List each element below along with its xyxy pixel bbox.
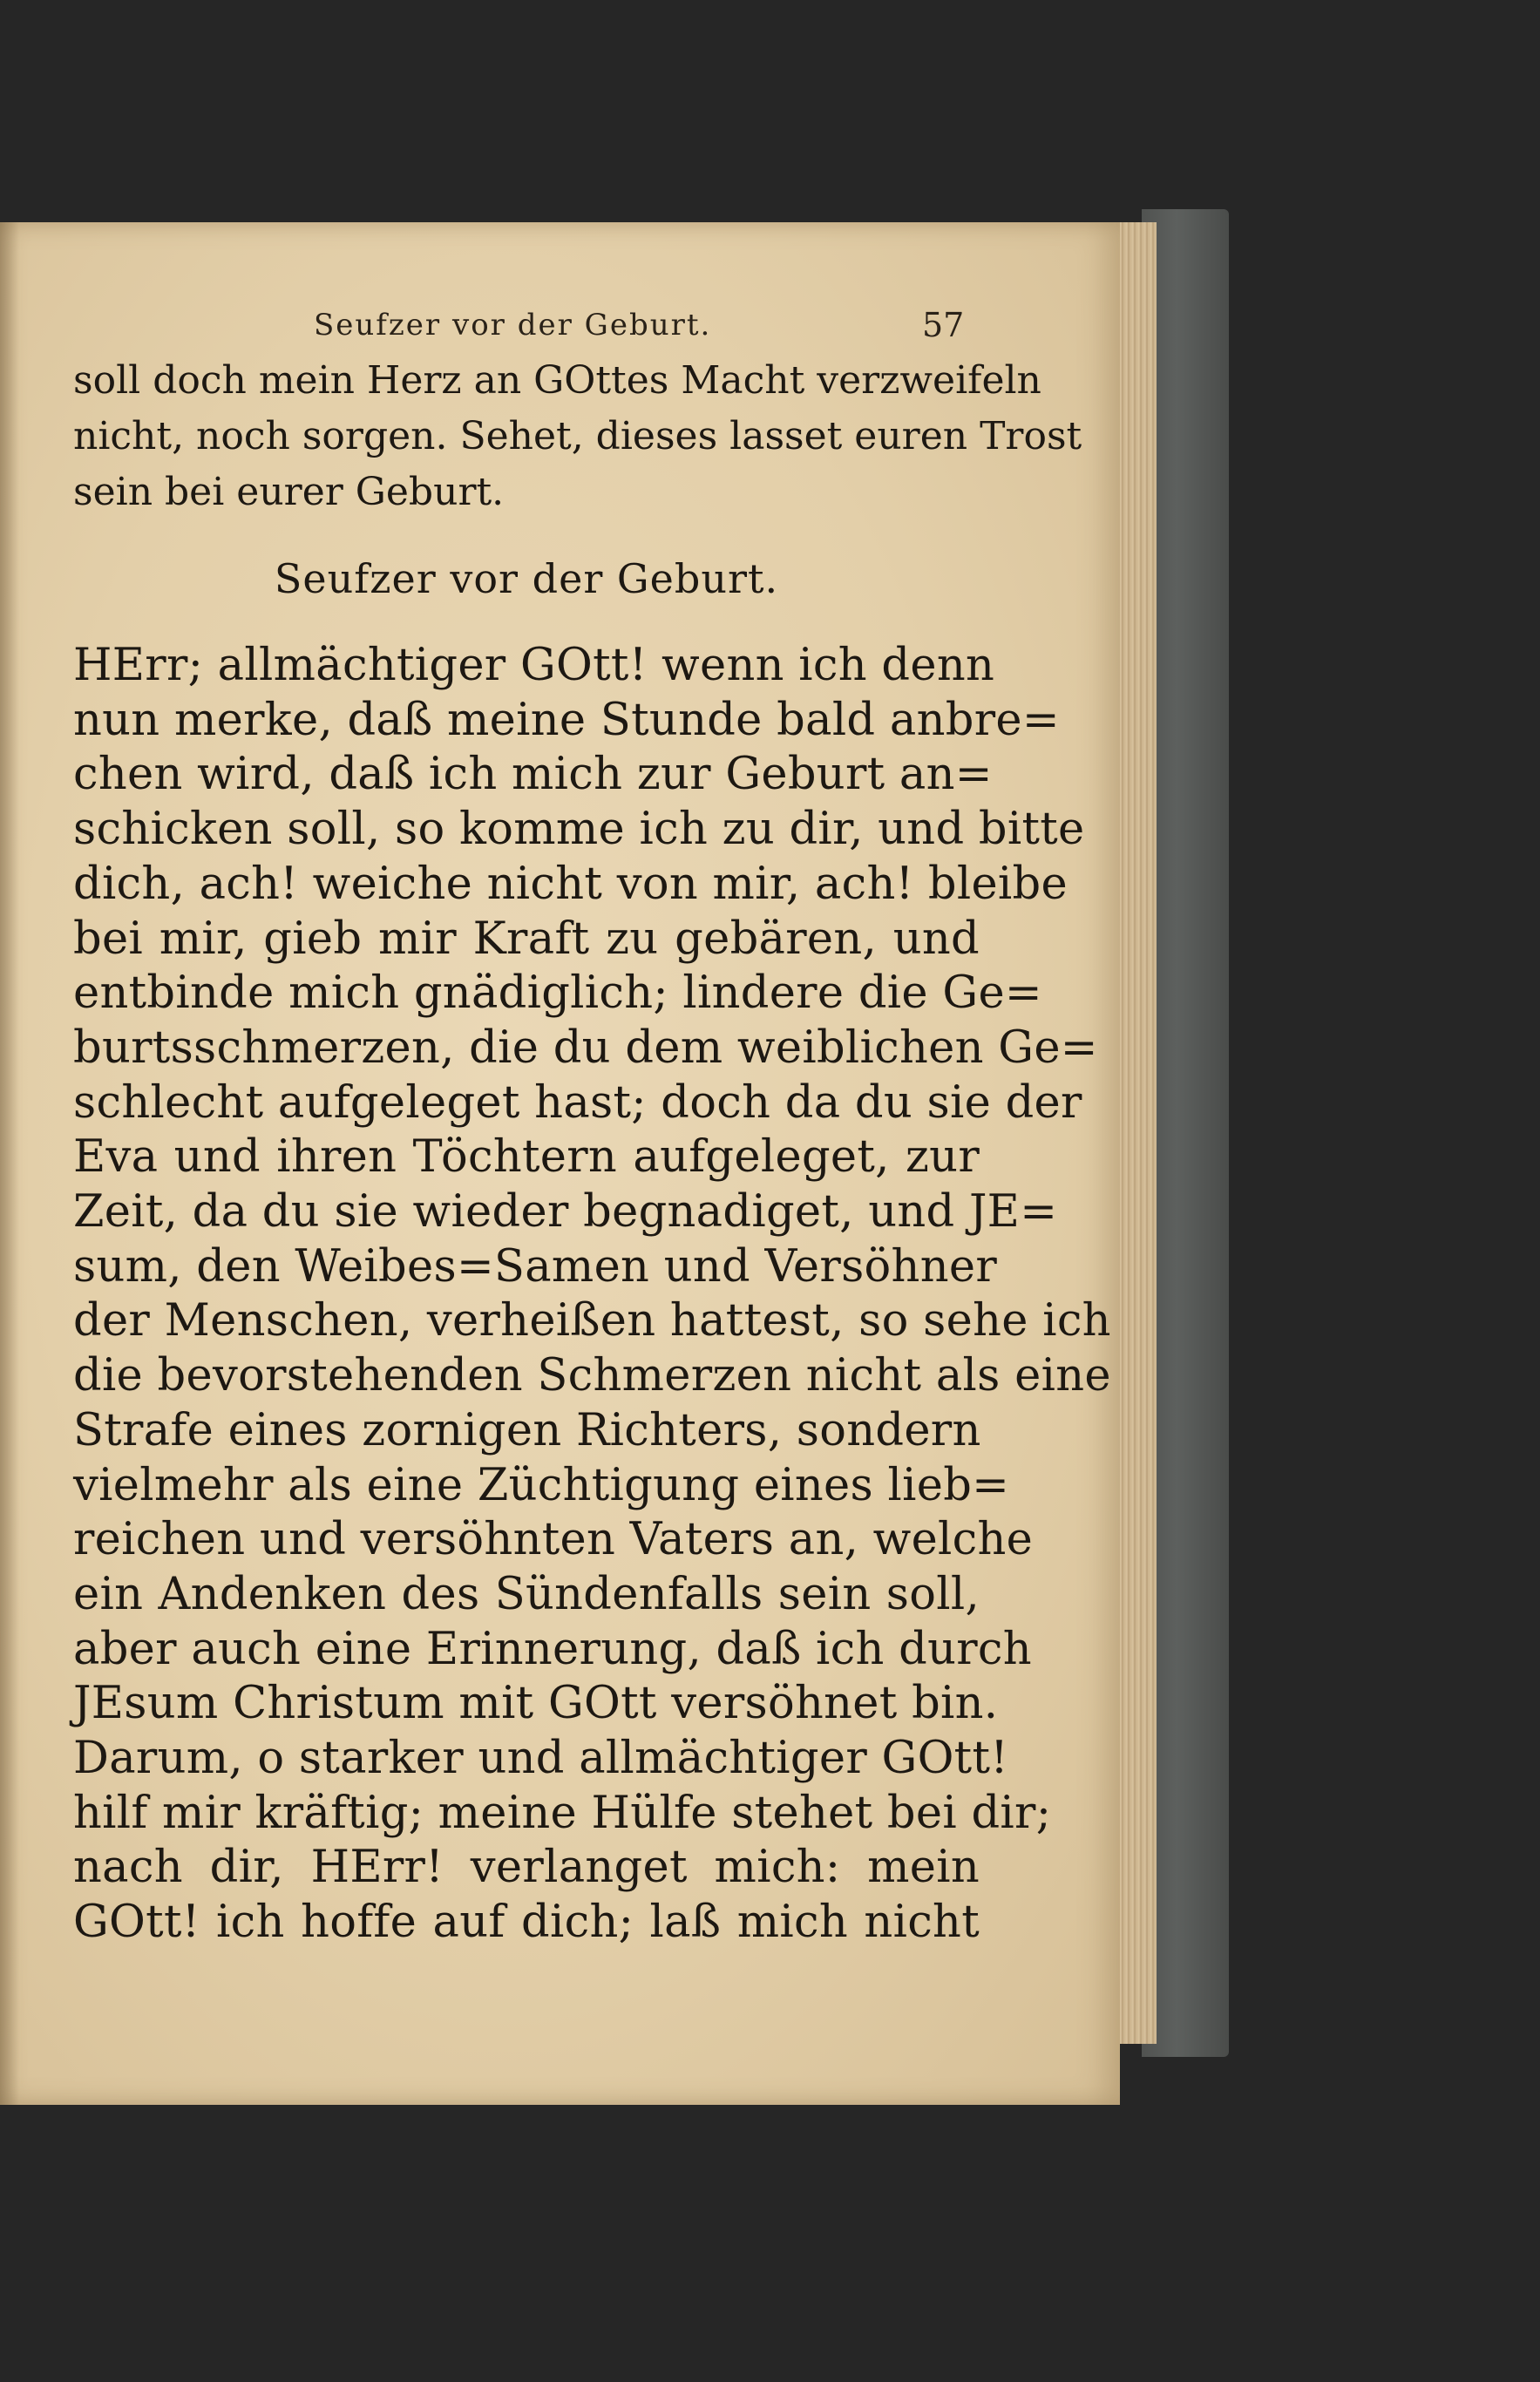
- text-line: ein Andenken des Sündenfalls sein soll,: [73, 1568, 980, 1620]
- text-line: Strafe eines zornigen Richters, sondern: [73, 1404, 981, 1456]
- text-line: sein bei eurer Geburt.: [73, 470, 505, 514]
- text-line: sum, den Weibes=Samen und Versöhner: [73, 1240, 998, 1293]
- text-line: vielmehr als eine Züchtigung eines lieb=: [73, 1459, 1010, 1511]
- text-line: aber auch eine Erinnerung, daß ich durch: [73, 1623, 1032, 1675]
- text-line: schicken soll, so komme ich zu dir, und bitte: [73, 804, 1085, 856]
- text-line: Eva und ihren Töchtern aufgeleget, zur: [73, 1131, 980, 1184]
- text-line: reichen und versöhnten Vaters an, welche: [73, 1514, 1034, 1566]
- text-line: die bevorstehenden Schmerzen nicht als eine: [73, 1350, 1111, 1402]
- text-line: burtsschmerzen, die du dem weiblichen Ge=: [73, 1021, 1098, 1074]
- text-line: schlecht aufgeleget hast; doch da du sie der: [73, 1076, 1082, 1129]
- text-line: bei mir, gieb mir Kraft zu gebären, und: [73, 913, 980, 965]
- text-line: Zeit, da du sie wieder begnadiget, und JE=: [73, 1186, 1058, 1239]
- text-line: hilf mir kräftig; meine Hülfe stehet bei dir;: [73, 1787, 1052, 1839]
- text-line: nach dir, HErr! verlanget mich: mein: [73, 1842, 980, 1894]
- text-line: Darum, o starker und allmächtiger GOtt!: [73, 1733, 1009, 1785]
- text-line: HErr; allmächtiger GOtt! wenn ich denn: [73, 640, 995, 691]
- running-head: Seufzer vor der Geburt.: [314, 308, 712, 343]
- book-page: [0, 222, 1120, 2105]
- text-block: [73, 353, 1111, 1951]
- text-line: der Menschen, verheißen hattest, so sehe ich: [73, 1295, 1111, 1347]
- section-heading: Seufzer vor der Geburt.: [274, 555, 779, 602]
- continuation-paragraph: [73, 353, 1082, 520]
- text-line: chen wird, daß ich mich zur Geburt an=: [73, 749, 993, 801]
- text-line: JEsum Christum mit GOtt versöhnet bin.: [73, 1678, 999, 1730]
- text-line: GOtt! ich hoffe auf dich; laß mich nicht: [73, 1897, 980, 1949]
- page-number: 57: [922, 306, 965, 344]
- text-line: entbinde mich gnädiglich; lindere die Ge=: [73, 967, 1042, 1020]
- text-line: nun merke, daß meine Stunde bald anbre=: [73, 694, 1060, 746]
- text-line: soll doch mein Herz an GOttes Macht verzweifeln: [73, 358, 1041, 403]
- text-line: dich, ach! weiche nicht von mir, ach! bleibe: [73, 858, 1068, 910]
- prayer-paragraph: [73, 639, 1111, 1951]
- gutter-shadow: [0, 222, 19, 2105]
- text-line: nicht, noch sorgen. Sehet, dieses lasset euren Trost: [73, 414, 1082, 458]
